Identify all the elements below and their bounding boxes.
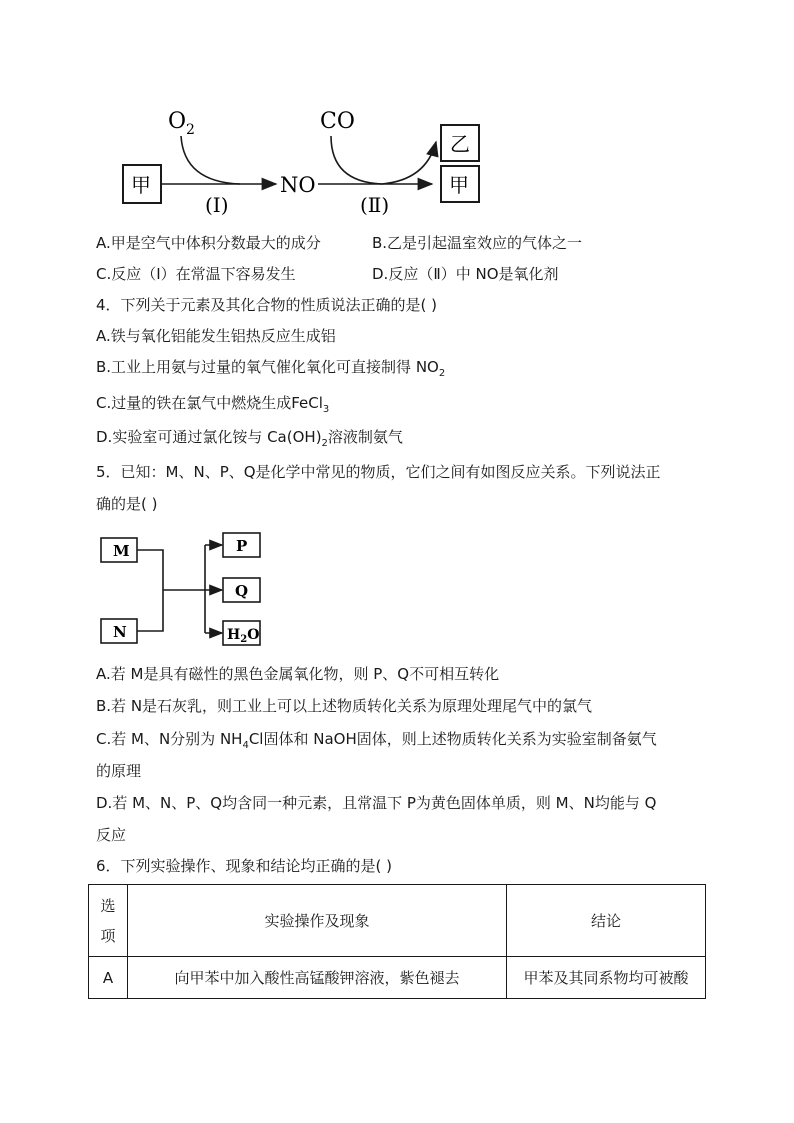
step2-label: (Ⅱ) [360,193,390,217]
q5-option-d-line2: 反应 [96,826,127,844]
reaction-diagram-1 [0,0,794,230]
q4-option-c-text: C.过量的铁在氯气中燃烧生成FeCl [96,394,323,412]
q4-option-c [96,393,329,420]
q6-header-option-line2: 项 [100,926,116,945]
q3-option-c: C.反应（Ⅰ）在常温下容易发生 [96,265,296,283]
q4-option-b [96,357,445,384]
q5-option-b: B.若 N是石灰乳，则工业上可以上述物质转化关系为原理处理尾气中的氯气 [96,697,593,715]
q5-option-d: D.若 M、N、P、Q均含同一种元素，且常温下 P为黄色固体单质，则 M、N均能与 Q [96,794,657,812]
arrow-co-curve [331,136,436,184]
q4-option-d-tail: 溶液制氨气 [327,428,403,446]
q3-option-a: A.甲是空气中体积分数最大的成分 [96,234,321,252]
q6-header-conclusion: 结论 [507,885,706,957]
q4-option-d-text: D.实验室可通过氯化铵与 Ca(OH) [96,428,322,446]
middle-species: NO [280,173,316,197]
end-box-bottom-label: 甲 [449,173,469,197]
start-box-label: 甲 [131,173,151,197]
q4-option-b-sub: 2 [438,368,446,379]
reagent-co: CO [320,109,355,134]
q4-option-b-text: B.工业上用氨与过量的氧气催化氧化可直接制得 NO [96,358,439,376]
reagent-o2: $O_2$ [168,109,195,138]
q3-option-d: D.反应（Ⅱ）中 NO是氧化剂 [372,265,559,283]
q4-option-d [96,427,403,454]
q5-option-c-line2: 的原理 [96,762,142,780]
box-n-label: N [113,623,127,641]
box-q-label: Q [235,582,249,600]
end-box-top-label: 乙 [450,132,470,156]
reaction-diagram-2 [0,525,794,655]
q6-row-a-operation: 向甲苯中加入酸性高锰酸钾溶液，紫色褪去 [128,957,507,999]
box-h2o-label: $H_2O$ [227,627,260,645]
q3-option-b: B.乙是引起温室效应的气体之一 [372,234,583,252]
q6-row-a-option: A [89,957,128,999]
q6-table-header [89,885,706,957]
q6-header-operation: 实验操作及现象 [128,885,507,957]
q5-option-c-tail: Cl固体和 NaOH固体，则上述物质转化关系为实验室制备氨气 [248,730,657,748]
connector-m [137,550,163,631]
q5-stem-line1: 5．已知：M、N、P、Q是化学中常见的物质，它们之间有如图反应关系。下列说法正 [96,463,661,481]
q4-stem: 4．下列关于元素及其化合物的性质说法正确的是( ) [96,296,438,314]
q6-table [88,884,706,999]
q4-option-d-sub: 2 [321,438,328,449]
q5-option-c-text: C.若 M、N分别为 NH [96,730,243,748]
q6-row-a-conclusion: 甲苯及其同系物均可被酸 [507,957,706,999]
q4-option-c-sub: 3 [322,404,330,415]
box-m-label: M [113,542,130,560]
q6-header-option-line1: 选 [100,896,116,915]
q4-option-a: A.铁与氧化铝能发生铝热反应生成铝 [96,327,336,345]
q6-stem: 6．下列实验操作、现象和结论均正确的是( ) [96,857,393,875]
arrow-o2-curve [181,136,240,184]
step1-label: (Ⅰ) [205,193,229,217]
q6-header-option [89,885,128,957]
q5-option-c-sub: 4 [242,740,249,751]
table-row [89,957,706,999]
q5-option-c [96,729,657,756]
q5-option-a: A.若 M是具有磁性的黑色金属氧化物，则 P、Q不可相互转化 [96,665,500,683]
box-p-label: P [236,537,248,555]
q5-stem-line2: 确的是( ) [96,495,158,513]
